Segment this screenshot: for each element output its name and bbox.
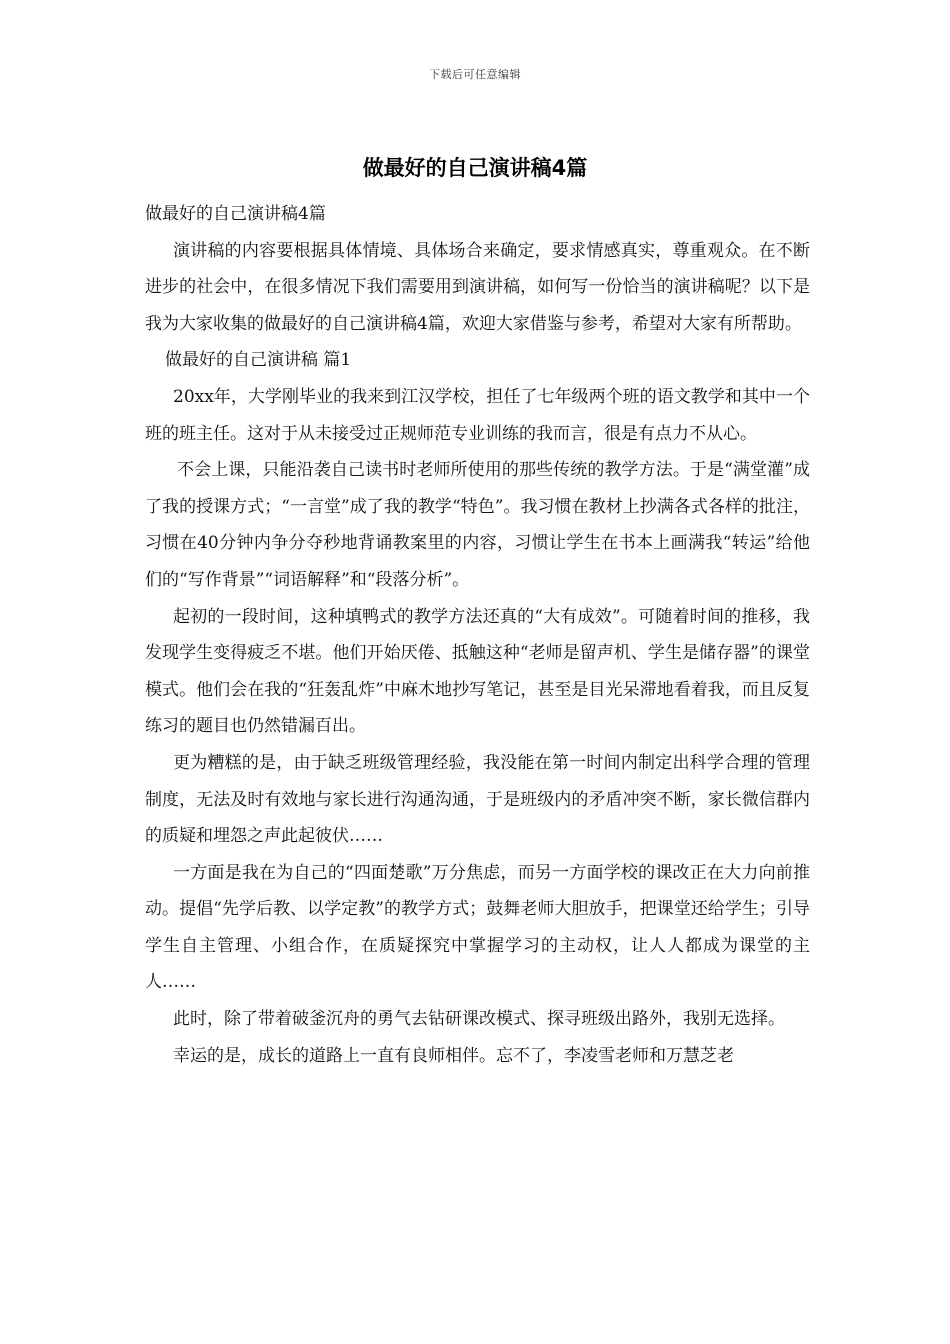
body-paragraph: 起初的一段时间，这种填鸭式的教学方法还真的“大有成效”。可随着时间的推移，我发现学生变得疲乏不堪。他们开始厌倦、抵触这种“老师是留声机、学生是储存器”的课堂模式。他们会在我的“狂轰乱炸”中麻木地抄写笔记，甚至是目光呆滞地看着我，而且反复练习的题目也仍然错漏百出。 — [145, 606, 810, 737]
body-paragraph: 20xx年，大学刚毕业的我来到江汉学校，担任了七年级两个班的语文教学和其中一个班的班主任。这对于从未接受过正规师范专业训练的我而言，很是有点力不从心。 — [145, 386, 810, 444]
document-title: 做最好的自己演讲稿4篇 — [362, 156, 588, 180]
subtitle-paragraph: 做最好的自己演讲稿4篇 — [145, 204, 326, 224]
document-body — [145, 196, 810, 1074]
body-paragraph: 更为糟糕的是，由于缺乏班级管理经验，我没能在第一时间内制定出科学合理的管理制度，无法及时有效地与家长进行沟通沟通，于是班级内的矛盾冲突不断，家长微信群内的质疑和埋怨之声此起彼伏…… — [145, 752, 810, 847]
body-paragraph: 不会上课，只能沿袭自己读书时老师所使用的那些传统的教学方法。于是“满堂灌”成了我的授课方式；“一言堂”成了我的教学“特色”。我习惯在教材上抄满各式各样的批注，习惯在40分钟内争分夺秒地背诵教案里的内容，习惯让学生在书本上画满我“转运”给他们的“写作背景”“词语解释”和“段落分析”。 — [145, 460, 810, 590]
body-paragraph: 一方面是我在为自己的“四面楚歌”万分焦虑，而另一方面学校的课改正在大力向前推动。提倡“先学后教、以学定教”的教学方式；鼓舞老师大胆放手，把课堂还给学生；引导学生自主管理、小组合作，在质疑探究中掌握学习的主动权，让人人都成为课堂的主人…… — [145, 862, 810, 993]
intro-paragraph: 演讲稿的内容要根据具体情境、具体场合来确定，要求情感真实，尊重观众。在不断进步的社会中，在很多情况下我们需要用到演讲稿，如何写一份恰当的演讲稿呢？以下是我为大家收集的做最好的自己演讲稿4篇，欢迎大家借鉴与参考，希望对大家有所帮助。 — [145, 240, 810, 334]
body-paragraph: 幸运的是，成长的道路上一直有良师相伴。忘不了，李凌雪老师和万慧芝老 — [173, 1045, 734, 1066]
body-paragraph: 此时，除了带着破釜沉舟的勇气去钻研课改模式、探寻班级出路外，我别无选择。 — [173, 1009, 785, 1030]
header-note: 下载后可任意编辑 — [429, 68, 521, 81]
section-heading: 做最好的自己演讲稿 篇1 — [165, 350, 352, 371]
